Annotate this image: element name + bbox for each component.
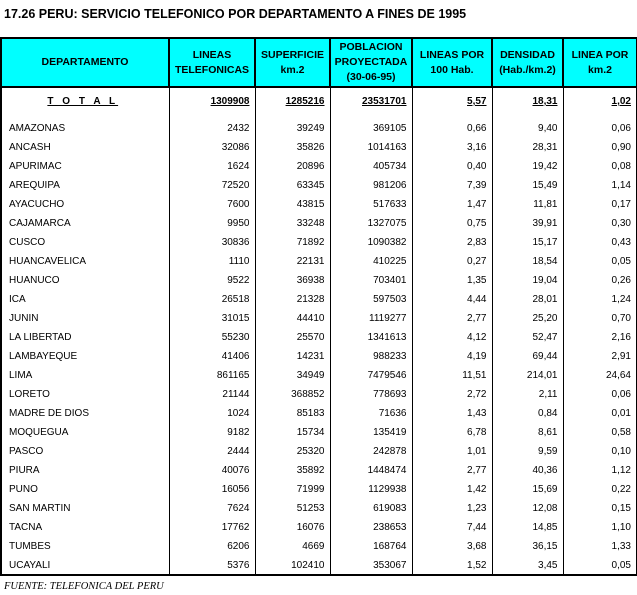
cell-densidad: 19,04 bbox=[492, 271, 563, 290]
cell-linea-por-km2: 0,15 bbox=[563, 499, 637, 518]
cell-poblacion: 778693 bbox=[330, 385, 412, 404]
table-row bbox=[1, 157, 637, 176]
cell-linea-por-km2: 0,17 bbox=[563, 195, 637, 214]
cell-superficie: 63345 bbox=[255, 176, 330, 195]
cell-lineas-por-hab: 4,19 bbox=[412, 347, 492, 366]
cell-densidad: 214,01 bbox=[492, 366, 563, 385]
cell-lineas-por-hab: 7,39 bbox=[412, 176, 492, 195]
cell-linea-por-km2: 2,91 bbox=[563, 347, 637, 366]
cell-poblacion: 405734 bbox=[330, 157, 412, 176]
table-row bbox=[1, 499, 637, 518]
source-note: FUENTE: TELEFONICA DEL PERU bbox=[4, 581, 164, 592]
cell-densidad: 0,84 bbox=[492, 404, 563, 423]
header-lineas-por-hab: LINEAS POR 100 Hab. bbox=[412, 38, 492, 87]
cell-poblacion: 1341613 bbox=[330, 328, 412, 347]
header-poblacion: POBLACION PROYECTADA (30-06-95) bbox=[330, 38, 412, 87]
cell-superficie: 85183 bbox=[255, 404, 330, 423]
cell-lineas: 1624 bbox=[169, 157, 255, 176]
cell-lineas-por-hab: 1,23 bbox=[412, 499, 492, 518]
cell-linea-por-km2: 0,06 bbox=[563, 385, 637, 404]
total-linea-por-km2: 1,02 bbox=[563, 94, 637, 109]
cell-poblacion: 410225 bbox=[330, 252, 412, 271]
cell-lineas: 30836 bbox=[169, 233, 255, 252]
cell-linea-por-km2: 1,24 bbox=[563, 290, 637, 309]
cell-linea-por-km2: 0,05 bbox=[563, 556, 637, 575]
cell-densidad: 15,69 bbox=[492, 480, 563, 499]
cell-lineas: 9182 bbox=[169, 423, 255, 442]
total-superficie: 1285216 bbox=[255, 94, 330, 109]
cell-lineas: 32086 bbox=[169, 138, 255, 157]
total-lineas: 1309908 bbox=[169, 94, 255, 109]
cell-superficie: 44410 bbox=[255, 309, 330, 328]
cell-departamento: JUNIN bbox=[1, 309, 169, 328]
cell-departamento: CUSCO bbox=[1, 233, 169, 252]
cell-lineas: 55230 bbox=[169, 328, 255, 347]
cell-lineas-por-hab: 4,12 bbox=[412, 328, 492, 347]
cell-departamento: LA LIBERTAD bbox=[1, 328, 169, 347]
cell-densidad: 28,01 bbox=[492, 290, 563, 309]
cell-poblacion: 619083 bbox=[330, 499, 412, 518]
cell-superficie: 51253 bbox=[255, 499, 330, 518]
cell-poblacion: 168764 bbox=[330, 537, 412, 556]
table-row bbox=[1, 271, 637, 290]
cell-poblacion: 981206 bbox=[330, 176, 412, 195]
cell-lineas: 2444 bbox=[169, 442, 255, 461]
cell-departamento: UCAYALI bbox=[1, 556, 169, 575]
cell-superficie: 71892 bbox=[255, 233, 330, 252]
table-row bbox=[1, 309, 637, 328]
table-row bbox=[1, 442, 637, 461]
table-row bbox=[1, 290, 637, 309]
cell-lineas: 17762 bbox=[169, 518, 255, 537]
cell-superficie: 4669 bbox=[255, 537, 330, 556]
cell-superficie: 35826 bbox=[255, 138, 330, 157]
table-row bbox=[1, 366, 637, 385]
cell-poblacion: 988233 bbox=[330, 347, 412, 366]
cell-departamento: AYACUCHO bbox=[1, 195, 169, 214]
cell-departamento: PIURA bbox=[1, 461, 169, 480]
cell-lineas: 9950 bbox=[169, 214, 255, 233]
cell-superficie: 25570 bbox=[255, 328, 330, 347]
cell-linea-por-km2: 0,26 bbox=[563, 271, 637, 290]
cell-lineas-por-hab: 2,72 bbox=[412, 385, 492, 404]
cell-departamento: MADRE DE DIOS bbox=[1, 404, 169, 423]
cell-superficie: 36938 bbox=[255, 271, 330, 290]
cell-linea-por-km2: 0,90 bbox=[563, 138, 637, 157]
total-poblacion: 23531701 bbox=[330, 94, 412, 109]
cell-densidad: 11,81 bbox=[492, 195, 563, 214]
cell-superficie: 14231 bbox=[255, 347, 330, 366]
cell-linea-por-km2: 0,08 bbox=[563, 157, 637, 176]
cell-departamento: APURIMAC bbox=[1, 157, 169, 176]
cell-densidad: 15,17 bbox=[492, 233, 563, 252]
cell-lineas-por-hab: 3,16 bbox=[412, 138, 492, 157]
cell-lineas: 16056 bbox=[169, 480, 255, 499]
cell-densidad: 25,20 bbox=[492, 309, 563, 328]
cell-densidad: 69,44 bbox=[492, 347, 563, 366]
table-row bbox=[1, 119, 637, 138]
total-densidad: 18,31 bbox=[492, 94, 563, 109]
cell-departamento: ANCASH bbox=[1, 138, 169, 157]
cell-departamento: AMAZONAS bbox=[1, 119, 169, 138]
cell-linea-por-km2: 0,30 bbox=[563, 214, 637, 233]
cell-lineas: 861165 bbox=[169, 366, 255, 385]
cell-densidad: 52,47 bbox=[492, 328, 563, 347]
cell-poblacion: 369105 bbox=[330, 119, 412, 138]
cell-lineas: 31015 bbox=[169, 309, 255, 328]
cell-linea-por-km2: 1,12 bbox=[563, 461, 637, 480]
cell-lineas: 1110 bbox=[169, 252, 255, 271]
cell-poblacion: 71636 bbox=[330, 404, 412, 423]
cell-linea-por-km2: 0,70 bbox=[563, 309, 637, 328]
cell-lineas-por-hab: 3,68 bbox=[412, 537, 492, 556]
cell-lineas-por-hab: 0,75 bbox=[412, 214, 492, 233]
cell-linea-por-km2: 1,14 bbox=[563, 176, 637, 195]
cell-densidad: 3,45 bbox=[492, 556, 563, 575]
cell-lineas: 72520 bbox=[169, 176, 255, 195]
cell-densidad: 28,31 bbox=[492, 138, 563, 157]
table-row bbox=[1, 214, 637, 233]
cell-lineas-por-hab: 1,47 bbox=[412, 195, 492, 214]
total-lineas-por-hab: 5,57 bbox=[412, 94, 492, 109]
phone-service-table bbox=[0, 37, 637, 576]
cell-lineas: 26518 bbox=[169, 290, 255, 309]
cell-lineas: 41406 bbox=[169, 347, 255, 366]
cell-superficie: 22131 bbox=[255, 252, 330, 271]
cell-poblacion: 135419 bbox=[330, 423, 412, 442]
cell-lineas-por-hab: 0,27 bbox=[412, 252, 492, 271]
cell-superficie: 71999 bbox=[255, 480, 330, 499]
cell-poblacion: 1014163 bbox=[330, 138, 412, 157]
cell-linea-por-km2: 0,10 bbox=[563, 442, 637, 461]
cell-superficie: 20896 bbox=[255, 157, 330, 176]
header-linea-por-km2: LINEA POR km.2 bbox=[563, 38, 637, 87]
cell-densidad: 39,91 bbox=[492, 214, 563, 233]
cell-densidad: 8,61 bbox=[492, 423, 563, 442]
cell-lineas-por-hab: 0,66 bbox=[412, 119, 492, 138]
cell-densidad: 36,15 bbox=[492, 537, 563, 556]
cell-departamento: PASCO bbox=[1, 442, 169, 461]
cell-departamento: HUANCAVELICA bbox=[1, 252, 169, 271]
cell-superficie: 102410 bbox=[255, 556, 330, 575]
spacer-row bbox=[1, 87, 637, 94]
cell-densidad: 19,42 bbox=[492, 157, 563, 176]
table-row bbox=[1, 423, 637, 442]
cell-poblacion: 238653 bbox=[330, 518, 412, 537]
cell-superficie: 16076 bbox=[255, 518, 330, 537]
cell-linea-por-km2: 0,43 bbox=[563, 233, 637, 252]
cell-linea-por-km2: 1,33 bbox=[563, 537, 637, 556]
cell-departamento: PUNO bbox=[1, 480, 169, 499]
cell-superficie: 43815 bbox=[255, 195, 330, 214]
table-row bbox=[1, 176, 637, 195]
page-title: 17.26 PERU: SERVICIO TELEFONICO POR DEPARTAMENTO A FINES DE 1995 bbox=[4, 7, 467, 21]
cell-departamento: MOQUEGUA bbox=[1, 423, 169, 442]
cell-superficie: 21328 bbox=[255, 290, 330, 309]
table-row bbox=[1, 138, 637, 157]
cell-lineas: 1024 bbox=[169, 404, 255, 423]
cell-superficie: 34949 bbox=[255, 366, 330, 385]
total-label: T O T A L bbox=[1, 94, 169, 109]
cell-lineas-por-hab: 1,52 bbox=[412, 556, 492, 575]
cell-lineas-por-hab: 4,44 bbox=[412, 290, 492, 309]
cell-lineas: 9522 bbox=[169, 271, 255, 290]
cell-departamento: SAN MARTIN bbox=[1, 499, 169, 518]
cell-departamento: HUANUCO bbox=[1, 271, 169, 290]
cell-densidad: 9,40 bbox=[492, 119, 563, 138]
cell-lineas: 7600 bbox=[169, 195, 255, 214]
cell-lineas: 7624 bbox=[169, 499, 255, 518]
cell-densidad: 15,49 bbox=[492, 176, 563, 195]
cell-linea-por-km2: 0,22 bbox=[563, 480, 637, 499]
cell-superficie: 25320 bbox=[255, 442, 330, 461]
cell-poblacion: 517633 bbox=[330, 195, 412, 214]
cell-linea-por-km2: 24,64 bbox=[563, 366, 637, 385]
cell-lineas: 21144 bbox=[169, 385, 255, 404]
cell-lineas-por-hab: 2,77 bbox=[412, 309, 492, 328]
cell-lineas-por-hab: 11,51 bbox=[412, 366, 492, 385]
cell-lineas-por-hab: 1,43 bbox=[412, 404, 492, 423]
cell-densidad: 9,59 bbox=[492, 442, 563, 461]
cell-departamento: LIMA bbox=[1, 366, 169, 385]
table-row bbox=[1, 404, 637, 423]
cell-lineas-por-hab: 6,78 bbox=[412, 423, 492, 442]
cell-departamento: TACNA bbox=[1, 518, 169, 537]
cell-departamento: CAJAMARCA bbox=[1, 214, 169, 233]
cell-lineas-por-hab: 7,44 bbox=[412, 518, 492, 537]
table-row bbox=[1, 328, 637, 347]
cell-densidad: 12,08 bbox=[492, 499, 563, 518]
cell-linea-por-km2: 0,01 bbox=[563, 404, 637, 423]
cell-densidad: 2,11 bbox=[492, 385, 563, 404]
table-row bbox=[1, 195, 637, 214]
cell-poblacion: 1119277 bbox=[330, 309, 412, 328]
cell-linea-por-km2: 0,58 bbox=[563, 423, 637, 442]
cell-departamento: LORETO bbox=[1, 385, 169, 404]
cell-poblacion: 1448474 bbox=[330, 461, 412, 480]
cell-densidad: 40,36 bbox=[492, 461, 563, 480]
spacer-row bbox=[1, 109, 637, 119]
table-row bbox=[1, 537, 637, 556]
cell-lineas-por-hab: 0,40 bbox=[412, 157, 492, 176]
cell-lineas: 5376 bbox=[169, 556, 255, 575]
cell-lineas: 40076 bbox=[169, 461, 255, 480]
cell-linea-por-km2: 0,05 bbox=[563, 252, 637, 271]
cell-poblacion: 353067 bbox=[330, 556, 412, 575]
cell-poblacion: 242878 bbox=[330, 442, 412, 461]
cell-superficie: 39249 bbox=[255, 119, 330, 138]
cell-lineas-por-hab: 1,01 bbox=[412, 442, 492, 461]
table-row bbox=[1, 252, 637, 271]
cell-lineas-por-hab: 2,77 bbox=[412, 461, 492, 480]
cell-poblacion: 1129938 bbox=[330, 480, 412, 499]
cell-lineas-por-hab: 1,35 bbox=[412, 271, 492, 290]
cell-lineas-por-hab: 1,42 bbox=[412, 480, 492, 499]
cell-poblacion: 597503 bbox=[330, 290, 412, 309]
cell-superficie: 33248 bbox=[255, 214, 330, 233]
cell-poblacion: 703401 bbox=[330, 271, 412, 290]
cell-superficie: 35892 bbox=[255, 461, 330, 480]
table-row bbox=[1, 480, 637, 499]
cell-superficie: 15734 bbox=[255, 423, 330, 442]
table-row bbox=[1, 385, 637, 404]
cell-linea-por-km2: 0,06 bbox=[563, 119, 637, 138]
header-superficie: SUPERFICIE km.2 bbox=[255, 38, 330, 87]
total-row bbox=[1, 94, 637, 109]
header-lineas-telefonicas: LINEAS TELEFONICAS bbox=[169, 38, 255, 87]
cell-lineas: 6206 bbox=[169, 537, 255, 556]
cell-departamento: LAMBAYEQUE bbox=[1, 347, 169, 366]
header-densidad: DENSIDAD (Hab./km.2) bbox=[492, 38, 563, 87]
table-row bbox=[1, 347, 637, 366]
table-row bbox=[1, 556, 637, 575]
table-body bbox=[1, 87, 637, 575]
table-row bbox=[1, 518, 637, 537]
cell-linea-por-km2: 2,16 bbox=[563, 328, 637, 347]
cell-departamento: AREQUIPA bbox=[1, 176, 169, 195]
cell-departamento: TUMBES bbox=[1, 537, 169, 556]
table-row bbox=[1, 461, 637, 480]
cell-densidad: 18,54 bbox=[492, 252, 563, 271]
table-row bbox=[1, 233, 637, 252]
cell-linea-por-km2: 1,10 bbox=[563, 518, 637, 537]
header-row bbox=[1, 38, 637, 87]
cell-poblacion: 7479546 bbox=[330, 366, 412, 385]
cell-superficie: 368852 bbox=[255, 385, 330, 404]
cell-lineas: 2432 bbox=[169, 119, 255, 138]
cell-densidad: 14,85 bbox=[492, 518, 563, 537]
header-departamento: DEPARTAMENTO bbox=[1, 38, 169, 87]
cell-departamento: ICA bbox=[1, 290, 169, 309]
cell-lineas-por-hab: 2,83 bbox=[412, 233, 492, 252]
cell-poblacion: 1090382 bbox=[330, 233, 412, 252]
cell-poblacion: 1327075 bbox=[330, 214, 412, 233]
